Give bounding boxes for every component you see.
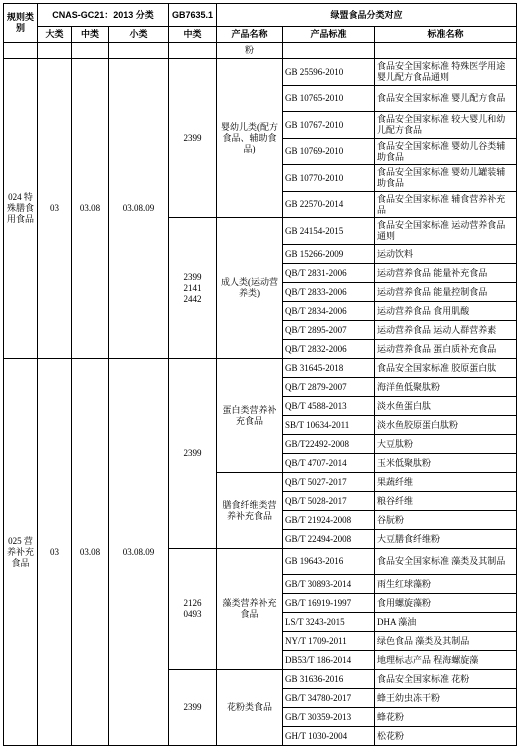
header-dalei: 大类 bbox=[38, 27, 72, 43]
header-cnas: CNAS-GC21：2013 分类 bbox=[38, 4, 169, 27]
dalei-cell: 03 bbox=[38, 359, 72, 746]
xiaolei-cell: 03.08.09 bbox=[109, 59, 169, 359]
standard-code: GB 31636-2016 bbox=[283, 670, 375, 689]
standard-code: QB/T 4588-2013 bbox=[283, 397, 375, 416]
standard-name: 食品安全国家标准 运动营养食品通则 bbox=[375, 218, 517, 245]
header-rule-category: 规则类别 bbox=[4, 4, 38, 43]
standard-name: 运动营养食品 能量控制食品 bbox=[375, 283, 517, 302]
standard-code: GB/T 30893-2014 bbox=[283, 575, 375, 594]
standard-code: GB 10765-2010 bbox=[283, 86, 375, 112]
rule-category-024: 024 特殊膳食用食品 bbox=[4, 59, 38, 359]
product-name-algae: 藻类营养补充食品 bbox=[217, 549, 283, 670]
standard-code: GB/T 34780-2017 bbox=[283, 689, 375, 708]
standard-name: 粮谷纤维 bbox=[375, 492, 517, 511]
dalei-cell: 03 bbox=[38, 59, 72, 359]
standard-name: 运动饮料 bbox=[375, 245, 517, 264]
product-name-adult: 成人类(运动营养类) bbox=[217, 218, 283, 359]
product-name-pollen: 花粉类食品 bbox=[217, 670, 283, 746]
gb-code-cell: 2399 bbox=[169, 359, 217, 549]
standard-code: QB/T 2833-2006 bbox=[283, 283, 375, 302]
standard-name: 食用螺旋藻粉 bbox=[375, 594, 517, 613]
header-product-name: 产品名称 bbox=[217, 27, 283, 43]
header-product-standard: 产品标准 bbox=[283, 27, 375, 43]
standard-code: QB/T 2831-2006 bbox=[283, 264, 375, 283]
standard-code: GB 25596-2010 bbox=[283, 59, 375, 86]
standard-name: 果蔬纤维 bbox=[375, 473, 517, 492]
standard-name: 蜂花粉 bbox=[375, 708, 517, 727]
gb-code-cell: 2399 2141 2442 bbox=[169, 218, 217, 359]
standard-code: GB/T22492-2008 bbox=[283, 435, 375, 454]
standard-name: 谷朊粉 bbox=[375, 511, 517, 530]
standard-code: NY/T 1709-2011 bbox=[283, 632, 375, 651]
standard-name: 蜂王幼虫冻干粉 bbox=[375, 689, 517, 708]
standard-code: GH/T 1030-2004 bbox=[283, 727, 375, 746]
standard-name: 淡水鱼蛋白肽 bbox=[375, 397, 517, 416]
table-row bbox=[4, 359, 517, 378]
standard-code: QB/T 5028-2017 bbox=[283, 492, 375, 511]
header-row-2 bbox=[4, 27, 517, 43]
standard-name: 食品安全国家标准 辅食营养补充品 bbox=[375, 192, 517, 218]
standard-code: GB 31645-2018 bbox=[283, 359, 375, 378]
standard-code: GB 10767-2010 bbox=[283, 112, 375, 139]
standard-code: QB/T 2879-2007 bbox=[283, 378, 375, 397]
product-name-protein: 蛋白类营养补充食品 bbox=[217, 359, 283, 473]
gb-code-cell: 2399 bbox=[169, 670, 217, 746]
header-xiaolei: 小类 bbox=[109, 27, 169, 43]
standard-code: GB 15266-2009 bbox=[283, 245, 375, 264]
standard-name: 运动营养食品 食用肌酸 bbox=[375, 302, 517, 321]
standard-code: SB/T 10634-2011 bbox=[283, 416, 375, 435]
standard-code: GB 10770-2010 bbox=[283, 165, 375, 192]
standard-name: 淡水鱼胶原蛋白肽粉 bbox=[375, 416, 517, 435]
header-zhonglei: 中类 bbox=[72, 27, 109, 43]
standard-code: GB 24154-2015 bbox=[283, 218, 375, 245]
standard-code: QB/T 5027-2017 bbox=[283, 473, 375, 492]
standard-name: 食品安全国家标准 婴儿配方食品 bbox=[375, 86, 517, 112]
standard-code: GB/T 21924-2008 bbox=[283, 511, 375, 530]
standard-name: 食品安全国家标准 较大婴儿和幼儿配方食品 bbox=[375, 112, 517, 139]
xiaolei-cell: 03.08.09 bbox=[109, 359, 169, 746]
zhonglei-cell: 03.08 bbox=[72, 59, 109, 359]
header-lvmeng: 绿盟食品分类对应 bbox=[217, 4, 517, 27]
standard-name: 雨生红球藻粉 bbox=[375, 575, 517, 594]
standard-name: 海洋鱼低聚肽粉 bbox=[375, 378, 517, 397]
standard-code: DB53/T 186-2014 bbox=[283, 651, 375, 670]
gb-code-cell: 2126 0493 bbox=[169, 549, 217, 670]
gb-code-cell: 2399 bbox=[169, 59, 217, 218]
continuation-fragment: 粉 bbox=[217, 43, 283, 59]
standard-code: LS/T 3243-2015 bbox=[283, 613, 375, 632]
standard-name: 大豆膳食纤维粉 bbox=[375, 530, 517, 549]
standard-code: GB/T 16919-1997 bbox=[283, 594, 375, 613]
food-classification-table bbox=[3, 3, 517, 746]
standard-code: QB/T 2895-2007 bbox=[283, 321, 375, 340]
standard-code: GB 10769-2010 bbox=[283, 139, 375, 165]
standard-code: QB/T 4707-2014 bbox=[283, 454, 375, 473]
standard-name: 玉米低聚肽粉 bbox=[375, 454, 517, 473]
standard-name: 地理标志产品 程海螺旋藻 bbox=[375, 651, 517, 670]
standard-code: GB/T 22494-2008 bbox=[283, 530, 375, 549]
continuation-row bbox=[4, 43, 517, 59]
table-row bbox=[4, 59, 517, 86]
standard-code: GB 19643-2016 bbox=[283, 549, 375, 575]
header-zhonglei-gb: 中类 bbox=[169, 27, 217, 43]
standard-name: 运动营养食品 蛋白质补充食品 bbox=[375, 340, 517, 359]
product-name-infant: 婴幼儿类(配方食品、辅助食品) bbox=[217, 59, 283, 218]
standard-name: 大豆肽粉 bbox=[375, 435, 517, 454]
standard-name: 食品安全国家标准 胶原蛋白肽 bbox=[375, 359, 517, 378]
standard-name: 食品安全国家标准 特殊医学用途婴儿配方食品通则 bbox=[375, 59, 517, 86]
standard-name: 食品安全国家标准 藻类及其制品 bbox=[375, 549, 517, 575]
standard-name: 松花粉 bbox=[375, 727, 517, 746]
standard-name: 运动营养食品 能量补充食品 bbox=[375, 264, 517, 283]
standard-name: 绿色食品 藻类及其制品 bbox=[375, 632, 517, 651]
standard-name: DHA 藻油 bbox=[375, 613, 517, 632]
standard-code: QB/T 2834-2006 bbox=[283, 302, 375, 321]
rule-category-025: 025 营养补充食品 bbox=[4, 359, 38, 746]
header-standard-name: 标准名称 bbox=[375, 27, 517, 43]
standard-code: GB 22570-2014 bbox=[283, 192, 375, 218]
standard-name: 食品安全国家标准 婴幼儿谷类辅助食品 bbox=[375, 139, 517, 165]
header-row-1 bbox=[4, 4, 517, 27]
standard-name: 食品安全国家标准 花粉 bbox=[375, 670, 517, 689]
zhonglei-cell: 03.08 bbox=[72, 359, 109, 746]
standard-code: QB/T 2832-2006 bbox=[283, 340, 375, 359]
product-name-fiber: 膳食纤维类营养补充食品 bbox=[217, 473, 283, 549]
standard-name: 食品安全国家标准 婴幼儿罐装辅助食品 bbox=[375, 165, 517, 192]
standard-name: 运动营养食品 运动人群营养素 bbox=[375, 321, 517, 340]
standard-code: GB/T 30359-2013 bbox=[283, 708, 375, 727]
header-gb: GB7635.1 bbox=[169, 4, 217, 27]
